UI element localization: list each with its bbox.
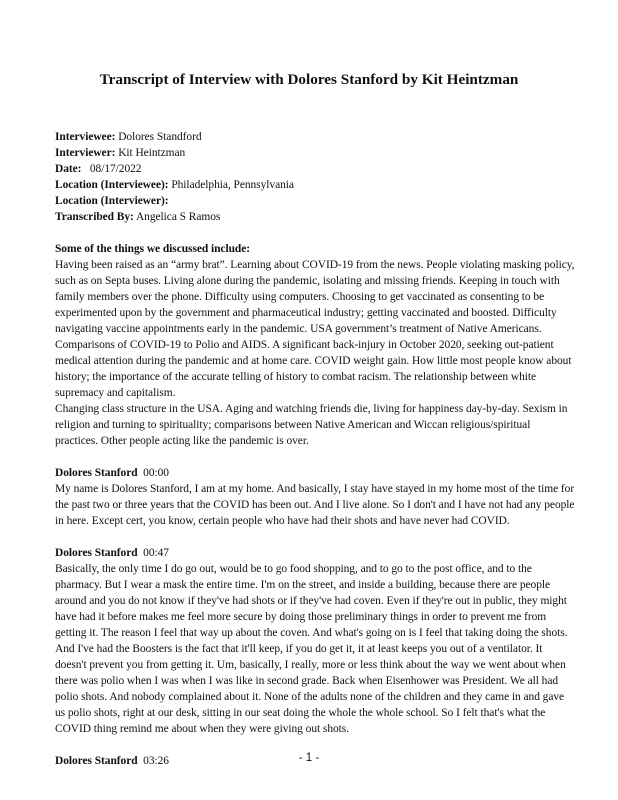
metadata-label: Date:: [55, 163, 82, 175]
metadata-label: Interviewee:: [55, 131, 116, 143]
metadata-date: [55, 161, 575, 177]
metadata-transcribed-by: [55, 209, 575, 225]
timestamp: 03:26: [143, 755, 169, 767]
transcript-entry: [55, 545, 575, 737]
topics-paragraph: Changing class structure in the USA. Aging and watching friends die, living for happiness day-by-day. Sexism in religion and turning to spirituality; comparisons between Native American and Wiccan religious/spiritual practices. Other people acting like the pandemic is over.: [55, 403, 568, 447]
metadata-value: 08/17/2022: [84, 163, 142, 175]
speaker-heading: [55, 465, 575, 481]
metadata-interviewer: [55, 145, 575, 161]
page-number: - 1 -: [298, 752, 320, 764]
metadata-interviewee: [55, 129, 575, 145]
metadata-label: Location (Interviewee):: [55, 179, 169, 191]
transcript-entry: [55, 465, 575, 529]
metadata-value: Philadelphia, Pennsylvania: [171, 179, 294, 191]
transcript-text: Basically, the only time I do go out, would be to go food shopping, and to go to the post office, and to the pharmacy. But I wear a mask the entire time. I'm on the street, and inside a building, because there are people around and you do not know if they've had shots or if they've had coven. Even if they're out in public, they might have had it before makes me feel more secure by doing those preliminary things in order to prevent me from getting it. The reason I feel that way up about the coven. And what's going on is I feel that taking doing the shots. And I've had the Boosters is the fact that it'll keep, if you do get it, it at least keeps you out of a ventilator. It doesn't prevent you from getting it. Um, basically, I really, more or less think about the way we went about when there was polio when I was when I was like in second grade. Back when Eisenhower was President. We all had polio shots. And nobody complained about it. None of the adults none of the children and they came in and gave us polio shots, right at our desk, sitting in our seat doing the whole the whole school. So I felt that's what the COVID thing remind me about when they were giving out shots.: [55, 563, 568, 735]
speaker-name: Dolores Stanford: [55, 755, 138, 767]
topics-paragraph: Having been raised as an “army brat”. Learning about COVID-19 from the news. People violating masking policy, such as on Septa buses. Living alone during the pandemic, isolating and missing friends. Keeping in touch with family members over the phone. Difficulty using computers. Choosing to get vaccinated as consenting to be experimented upon by the government and pharmaceutical industry; getting vaccinated and boosted. Difficulty navigating vaccine appointments early in the pandemic. USA government’s treatment of Native Americans. Comparisons of COVID-19 to Polio and AIDS. A significant back-injury in October 2020, seeking out-patient medical attention during the pandemic and at home care. COVID weight gain. How little most people know about history; the importance of the accurate telling of history to combat racism. The relationship between white supremacy and capitalism.: [55, 259, 575, 399]
metadata-location-interviewer: [55, 193, 575, 209]
transcript-text: My name is Dolores Stanford, I am at my home. And basically, I stay have stayed in my home most of the time for the past two or three years that the COVID has been out. And I live alone. So I don't and I have not had any people in here. Except cert, you know, certain people who have had their shots and have never had COVID.: [55, 483, 575, 527]
document-body: [55, 129, 575, 769]
speaker-heading: [55, 545, 575, 561]
metadata-location-interviewee: [55, 177, 575, 193]
topics-heading: Some of the things we discussed include:: [55, 243, 250, 255]
document-title: Transcript of Interview with Dolores Stanford by Kit Heintzman: [99, 71, 519, 88]
timestamp: 00:00: [143, 467, 169, 479]
speaker-name: Dolores Stanford: [55, 547, 138, 559]
timestamp: 00:47: [143, 547, 169, 559]
speaker-name: Dolores Stanford: [55, 467, 138, 479]
metadata-block: [55, 129, 575, 225]
topics-section: [55, 241, 575, 449]
metadata-value: Dolores Standford: [118, 131, 202, 143]
metadata-value: Kit Heintzman: [118, 147, 186, 159]
metadata-value: Angelica S Ramos: [135, 211, 221, 223]
metadata-label: Location (Interviewer):: [55, 195, 169, 207]
metadata-label: Transcribed By:: [55, 211, 134, 223]
metadata-label: Interviewer:: [55, 147, 116, 159]
